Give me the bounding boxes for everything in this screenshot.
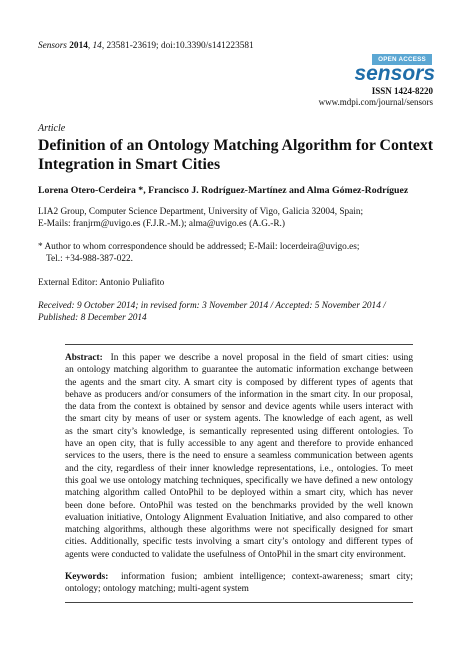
abstract-line: services to the users, there is the need to ensure a seamless communication between agents bbox=[65, 451, 413, 462]
abstract-line: matching algorithm called OntoPhil to be deployed within a smart city, which has never bbox=[65, 488, 413, 499]
abstract-line bbox=[65, 352, 413, 364]
abstract-line: behave as producers and/or consumers of the information in the smart city. In our proposal, bbox=[65, 389, 413, 400]
keywords-line: ontology; ontology matching; multi-agent system bbox=[65, 584, 249, 595]
keywords bbox=[65, 571, 413, 596]
abstract-top-rule bbox=[65, 344, 413, 345]
abstract-line: cities. Additionally, specific tests involving a smart city’s ontology and different types of bbox=[65, 537, 413, 548]
affiliation bbox=[38, 207, 363, 230]
abstract-line: an ontology matching algorithm to guarantee the automatic information exchange between bbox=[65, 365, 413, 376]
correspondence-phone: Tel.: +34-988-387-022. bbox=[46, 253, 133, 264]
abstract-line: matching algorithms, although these algorithms were not specifically designed for smart bbox=[65, 525, 413, 536]
abstract-text: In this paper we describe a novel proposal in the field of smart cities: using bbox=[110, 353, 413, 363]
abstract-line: have an open city, that is fully accessible to any agent and therefore to provide enhanced bbox=[65, 439, 413, 450]
dates-line: Published: 8 December 2014 bbox=[38, 313, 147, 323]
publication-dates bbox=[38, 300, 386, 324]
paper-title bbox=[38, 137, 438, 174]
article-type: Article bbox=[38, 123, 66, 134]
issn: ISSN 1424-8220 bbox=[371, 86, 433, 96]
affiliation-emails[interactable]: E-Mails: franjrm@uvigo.es (F.J.R.-M.); alma@uvigo.es (A.G.-R.) bbox=[38, 218, 285, 229]
abstract-label: Abstract: bbox=[65, 353, 103, 363]
abstract-line: the smart city by means of user or system agents. The knowledge of each agent, as well bbox=[65, 414, 413, 425]
abstract bbox=[65, 352, 413, 561]
abstract-line: and the city, regardless of their inner knowledge representations, i.e., ontologies. To meet bbox=[65, 463, 413, 474]
title-line: Integration in Smart Cities bbox=[38, 155, 221, 173]
abstract-line: the agents and the smart city. A smart city is composed by different types of agents that bbox=[65, 377, 413, 388]
citation-line: Sensors 2014, 14, 23581-23619; doi:10.3390/s141223581 bbox=[38, 41, 254, 51]
external-editor: External Editor: Antonio Puliafito bbox=[38, 278, 165, 288]
correspondence bbox=[38, 242, 359, 265]
journal-logo: sensors bbox=[354, 62, 435, 85]
author-list: Lorena Otero-Cerdeira *, Francisco J. Rodríguez-Martínez and Alma Gómez-Rodríguez bbox=[38, 185, 409, 196]
citation-year: 2014 bbox=[69, 41, 88, 51]
dates-line: Received: 9 October 2014; in revised form: 3 November 2014 / Accepted: 5 November 2014 / bbox=[38, 301, 386, 311]
journal-name: Sensors bbox=[38, 41, 67, 51]
abstract-line: the data from the context is obtained by sensor and device agents while users interact with bbox=[65, 402, 413, 413]
keywords-text: information fusion; ambient intelligence; context-awareness; smart city; bbox=[121, 572, 413, 582]
keywords-line bbox=[65, 571, 413, 583]
affiliation-line: LIA2 Group, Computer Science Department, University of Vigo, Galicia 32004, Spain; bbox=[38, 207, 364, 217]
abstract-line: as the smart city’s knowledge, is semantically represented using different ontologies. To bbox=[65, 426, 413, 437]
abstract-bottom-rule bbox=[65, 602, 413, 603]
correspondence-line[interactable]: * Author to whom correspondence should be addressed; E-Mail: locerdeira@uvigo.es; bbox=[38, 242, 360, 252]
citation-pages-doi: , 23581-23619; doi:10.3390/s141223581 bbox=[101, 41, 254, 51]
journal-url[interactable]: www.mdpi.com/journal/sensors bbox=[318, 97, 433, 107]
open-access-badge: OPEN ACCESS bbox=[372, 54, 432, 65]
abstract-line: this goal we use ontology matching techniques, specifically we have defined a new ontology bbox=[65, 475, 413, 486]
title-line: Definition of an Ontology Matching Algorithm for Context bbox=[38, 137, 434, 154]
keywords-label: Keywords: bbox=[65, 572, 109, 582]
abstract-line: been done before. OntoPhil was tested on the benchmarks provided by the well known bbox=[65, 500, 413, 511]
abstract-line: evaluation initiative, Ontology Alignment Evaluation Initiative, and also compared to other bbox=[65, 512, 413, 523]
abstract-line: agents were conducted to validate the usefulness of OntoPhil in the smart city environment. bbox=[65, 549, 406, 560]
citation-volume: 14 bbox=[92, 41, 102, 51]
